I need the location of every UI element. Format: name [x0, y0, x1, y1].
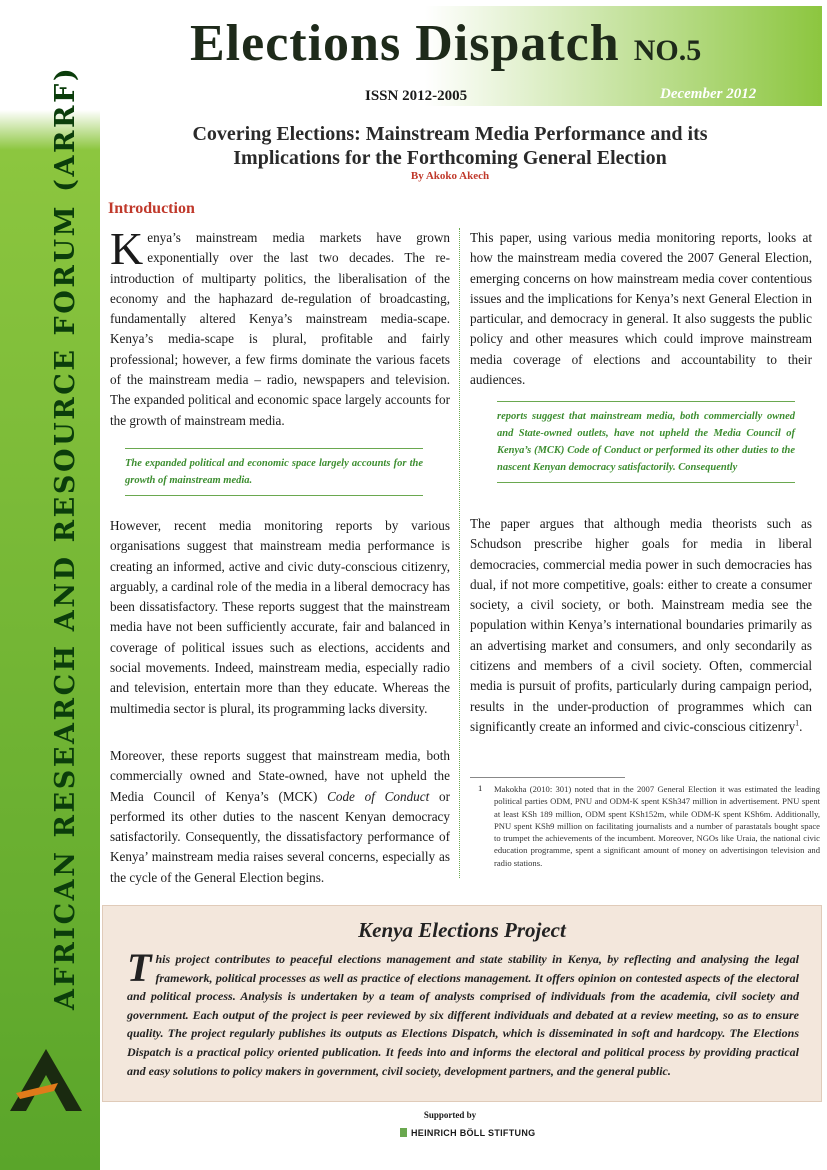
- footnote-rule: [470, 777, 625, 778]
- footnote-text: Makokha (2010: 301) noted that in the 2007 General Election it was estimated the leading political parties ODM, PNU and ODM-K spent KSh347 million in advertisement. PNU spent at least KSh 189 million, ODM spent KSh152m, while ODM-K spent KSh6m. Additionally, PNU spent KSh9 million on facilitating journalists and a number of parastatals bought space to trumpet the achievements of the incumbent. Moreover, NGOs like Uraia, the national civic education programme, spent a significant amount of money on advertisingon television and radio stations.: [494, 784, 820, 868]
- paragraph-text: This paper, using various media monitoring reports, looks at how the mainstream media covered the 2007 General Election, emerging concerns on how mainstream media cover contentious issues and the implications for Kenya’s next General Election in particular, and democracy in general. It also suggests the public policy and other measures which could improve mainstream media coverage of elections and accountability to their audiences.: [470, 230, 812, 388]
- masthead-title-text: Elections Dispatch: [190, 15, 620, 72]
- byline: By Akoko Akech: [410, 170, 490, 182]
- section-heading-introduction: Introduction: [108, 200, 195, 217]
- project-box-body: [127, 945, 799, 1080]
- project-box-text: his project contributes to peaceful elections management and state stability in Kenya, by reflecting and analysing the legal framework, political processes as well as practice of elections management. It offers opinion on contested aspects of the electoral and political process. Analysis is undertaken by a team of analysts comprised of individuals from the academia, civil society and government. Each output of the project is peer reviewed by six different individuals and debated at a review meeting, so as to ensure quality. The project regularly publishes its outputs as Elections Dispatch, which is disseminated in soft and hardcopy. The Elections Dispatch is a practical policy oriented publication. It feeds into and informs the electoral and political process by providing practical and easy solutions to policy makers in government, civil society, development partners, and the general public.: [127, 952, 799, 1078]
- paragraph-text: enya’s mainstream media markets have grown exponentially over the last two decades. The re-introduction of multiparty politics, the liberalisation of the economy and the haphazard de-regulation of broadcasting, fundamentally altered Kenya’s mainstream media-scape. Kenya’s media-scape is plural, profitable and fairly professional; however, a few firms dominate the various facets of the mainstream media – radio, newspapers and television. The expanded political and economic space largely accounts for the growth of mainstream media.: [110, 230, 450, 428]
- paragraph-text: The paper argues that although media theorists such as Schudson prescribe higher goals for media in liberal democracies, commercial media power in such democracies has dual, if not more competitive, goals: either to create a consumer society, a civil society, or both. Mainstream media see the population within Kenya’s international boundaries primarily as an advertising market and consumers, and only secondarily as citizens and members of a civil society. Often, commercial media is pursuit of profits, particularly during campaign period, results in the under-production of programmes which can significantly create an informed and civic-conscious citizenry: [470, 516, 812, 734]
- sponsor-mark-icon: [400, 1128, 407, 1137]
- org-name-vertical: AFRICAN RESEARCH AND RESOURCE FORUM (ARRF): [50, 65, 81, 1010]
- column-1-paragraph-3: [110, 746, 450, 888]
- pull-quote-2: reports suggest that mainstream media, both commercially owned and State-owned outlets, have not upheld the Media Council of Kenya’s (MCK) Code of Conduct or performed its other duties to the nascent Kenyan democracy satisfactorily. Consequently: [497, 401, 795, 483]
- issue-date: December 2012: [660, 86, 757, 102]
- paragraph-text-b: or performed its other duties to the nascent Kenyan democracy satisfactorily. Consequently, the dissatisfactory performance of Kenya’ mainstream media raises several concerns, especially as the cycle of the General Election begins.: [110, 788, 450, 885]
- issn: ISSN 2012-2005: [365, 88, 468, 104]
- paragraph-text: However, recent media monitoring reports by various organisations suggest that mainstream media performance is creating an informed, active and civic duty-conscious citizenry, arguably, a cardinal role of the media in a liberal democracy has been dissatisfactory. These reports suggest that the mainstream media have not been sufficiently accurate, fair and balanced in coverage of political issues such as elections, accidents and social movements. Indeed, mainstream media, especially radio and television, entertain more than they educate. Whereas the multimedia sector is plural, its programming lacks diversity.: [110, 518, 450, 716]
- dropcap-t: T: [127, 945, 152, 990]
- footnote-ref[interactable]: 1: [795, 718, 800, 728]
- headline-line-2: Implications for the Forthcoming General Election: [233, 147, 667, 169]
- issue-number: NO.5: [633, 34, 702, 67]
- supported-by-label: Supported by: [423, 1110, 477, 1120]
- pull-quote-1: The expanded political and economic space largely accounts for the growth of mainstream media.: [125, 448, 423, 496]
- sponsor-name: HEINRICH BÖLL STIFTUNG: [411, 1128, 536, 1138]
- footnote-number: 1: [478, 783, 483, 793]
- kenya-elections-project-box: [102, 905, 822, 1102]
- masthead-title: [190, 14, 701, 73]
- footnote: [478, 783, 820, 869]
- headline-line-1: Covering Elections: Mainstream Media Performance and its: [192, 123, 708, 145]
- project-box-title: Kenya Elections Project: [358, 918, 566, 942]
- column-2-paragraph-2: The paper argues that although media theorists such as Schudson prescribe higher goals for media in liberal democracies, commercial media power in such democracies has dual, if not more competitive, goals: either to create a consumer society, a civil society, or both. Mainstream media see the population within Kenya’s international boundaries primarily as an advertising market and consumers, and only secondarily as citizens and members of a civil society. Often, commercial media is pursuit of profits, particularly during campaign period, results in the under-production of programmes which can significantly create an informed and civic-conscious citizenry$^1$.: [470, 516, 812, 734]
- code-of-conduct-italic: Code of Conduct: [327, 788, 430, 804]
- column-2-paragraph-1: [470, 228, 812, 390]
- article-headline: [130, 122, 770, 170]
- column-1-paragraph-2: [110, 516, 450, 719]
- arrf-logo-icon: [6, 1045, 86, 1115]
- sponsor-logo: [400, 1128, 535, 1138]
- paragraph-text-a: Moreover, these reports suggest that mainstream media, both commercially owned and State-owned, have not upheld the Media Council of Kenya’s (MCK): [110, 748, 450, 804]
- column-divider: [459, 228, 460, 878]
- sidebar-band: [0, 0, 100, 1170]
- column-1-paragraph-1: [110, 223, 450, 431]
- dropcap-k: K: [110, 223, 144, 274]
